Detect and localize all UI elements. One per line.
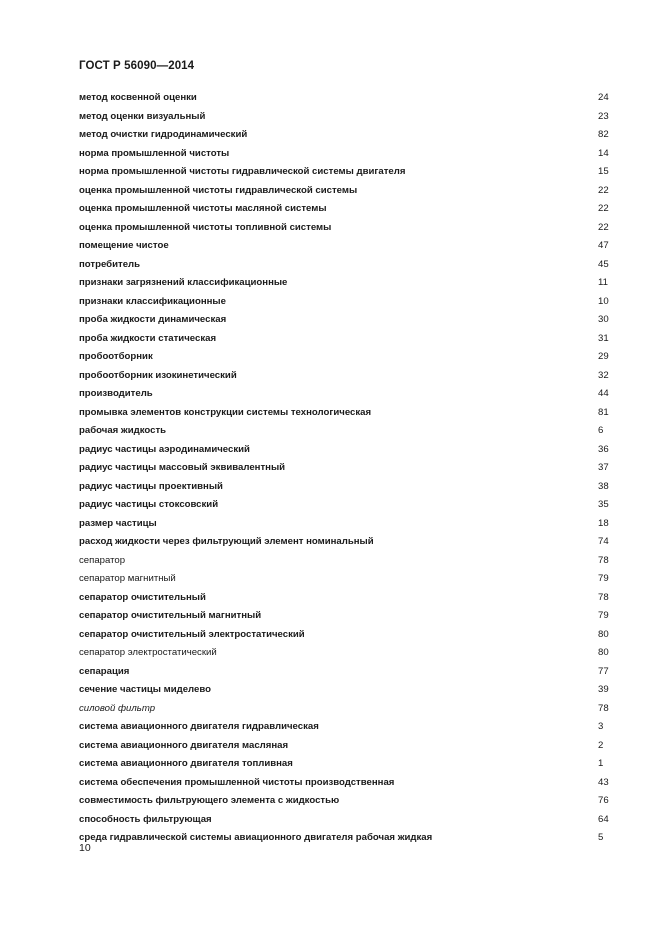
index-entry <box>79 774 609 793</box>
index-term: сепарация <box>79 665 130 677</box>
index-entry <box>79 237 609 256</box>
index-term: производитель <box>79 388 153 399</box>
index-term-number: 10 <box>598 295 609 307</box>
index-entry <box>79 552 609 571</box>
index-term-number: 35 <box>598 499 609 510</box>
index-term-number: 18 <box>598 517 609 529</box>
index-term-number: 6 <box>598 425 604 436</box>
index-term: расход жидкости через фильтрующий элемент номинальный <box>79 536 374 547</box>
index-entry <box>79 607 609 626</box>
index-term-number: 78 <box>598 702 609 714</box>
index-term-number: 37 <box>598 462 609 473</box>
index-term-number: 45 <box>598 258 609 270</box>
index-entry <box>79 811 609 830</box>
index-term-number: 64 <box>598 813 609 825</box>
index-term: сепаратор электростатический <box>79 647 217 658</box>
index-term: среда гидравлической системы авиационного двигателя рабочая жидкая <box>79 832 433 843</box>
index-term: оценка промышленной чистоты масляной системы <box>79 203 327 214</box>
index-entry <box>79 126 609 145</box>
index-term: силовой фильтр <box>79 702 156 714</box>
index-term-number: 23 <box>598 110 609 122</box>
index-term: оценка промышленной чистоты гидравлической системы <box>79 184 358 196</box>
index-term-number: 81 <box>598 406 609 418</box>
index-term-number: 80 <box>598 647 609 658</box>
index-term-number: 11 <box>598 277 608 288</box>
index-term: радиус частицы массовый эквивалентный <box>79 462 286 473</box>
index-term-number: 39 <box>598 684 609 695</box>
index-term: признаки загрязнений классификационные <box>79 277 288 288</box>
index-entry <box>79 182 609 201</box>
index-entry <box>79 348 609 367</box>
term-index-list <box>79 89 609 848</box>
index-term: норма промышленной чистоты гидравлической системы двигателя <box>79 166 406 177</box>
index-entry <box>79 311 609 330</box>
index-term-number: 78 <box>598 554 609 566</box>
index-entry <box>79 700 609 719</box>
index-term: проба жидкости динамическая <box>79 314 227 325</box>
index-entry <box>79 644 609 663</box>
index-entry <box>79 367 609 386</box>
index-term-number: 22 <box>598 184 609 196</box>
index-entry <box>79 108 609 127</box>
index-term: пробоотборник <box>79 351 153 362</box>
index-entry <box>79 737 609 756</box>
index-entry <box>79 589 609 608</box>
index-term-number: 76 <box>598 795 609 806</box>
index-term-number: 43 <box>598 776 609 788</box>
index-term-number: 78 <box>598 591 609 603</box>
index-term-number: 31 <box>598 332 609 344</box>
index-term: метод очистки гидродинамический <box>79 129 248 140</box>
index-term-number: 82 <box>598 129 609 140</box>
page-number: 10 <box>79 842 91 854</box>
index-entry <box>79 459 609 478</box>
index-entry <box>79 570 609 589</box>
index-term: сечение частицы миделево <box>79 684 211 695</box>
index-term: сепаратор очистительный электростатический <box>79 628 305 640</box>
index-term-number: 44 <box>598 388 609 399</box>
index-term-number: 22 <box>598 203 609 214</box>
index-term-number: 22 <box>598 221 609 233</box>
index-term: способность фильтрующая <box>79 813 212 825</box>
index-entry <box>79 256 609 275</box>
index-term-number: 15 <box>598 166 609 177</box>
index-entry <box>79 89 609 108</box>
index-term-number: 38 <box>598 480 609 492</box>
index-term: совместимость фильтрующего элемента с жидкостью <box>79 795 340 806</box>
index-term: сепаратор магнитный <box>79 573 176 584</box>
index-term: промывка элементов конструкции системы технологическая <box>79 406 372 418</box>
index-entry <box>79 663 609 682</box>
index-term: система авиационного двигателя масляная <box>79 739 289 751</box>
index-term-number: 47 <box>598 240 609 251</box>
index-term: радиус частицы стоксовский <box>79 499 219 510</box>
index-entry <box>79 533 609 552</box>
index-term-number: 24 <box>598 92 609 103</box>
index-term: система авиационного двигателя топливная <box>79 758 293 769</box>
index-term: сепаратор очистительный <box>79 591 206 603</box>
index-term: метод косвенной оценки <box>79 92 197 103</box>
index-entry <box>79 718 609 737</box>
index-term: радиус частицы проективный <box>79 480 223 492</box>
index-entry <box>79 829 609 848</box>
index-entry <box>79 422 609 441</box>
index-entry <box>79 274 609 293</box>
index-entry <box>79 681 609 700</box>
index-entry <box>79 404 609 423</box>
index-term-number: 2 <box>598 739 604 751</box>
index-entry <box>79 163 609 182</box>
index-term-number: 29 <box>598 351 609 362</box>
index-entry <box>79 496 609 515</box>
index-term: сепаратор очистительный магнитный <box>79 610 262 621</box>
index-term: система обеспечения промышленной чистоты производственная <box>79 776 395 788</box>
index-entry <box>79 200 609 219</box>
index-term: пробоотборник изокинетический <box>79 369 237 381</box>
index-entry <box>79 478 609 497</box>
index-term: норма промышленной чистоты <box>79 147 230 159</box>
index-term-number: 80 <box>598 628 609 640</box>
index-term-number: 30 <box>598 314 609 325</box>
index-entry <box>79 441 609 460</box>
index-term-number: 79 <box>598 610 609 621</box>
index-term-number: 77 <box>598 665 609 677</box>
index-term: признаки классификационные <box>79 295 226 307</box>
index-term: оценка промышленной чистоты топливной системы <box>79 221 332 233</box>
index-entry <box>79 515 609 534</box>
index-term-number: 74 <box>598 536 609 547</box>
index-entry <box>79 330 609 349</box>
index-entry <box>79 792 609 811</box>
index-term: радиус частицы аэродинамический <box>79 443 250 455</box>
index-term: проба жидкости статическая <box>79 332 217 344</box>
index-term-number: 1 <box>598 758 604 769</box>
index-term-number: 14 <box>598 147 609 159</box>
index-term-number: 5 <box>598 832 604 843</box>
index-entry <box>79 293 609 312</box>
index-entry <box>79 219 609 238</box>
index-term: размер частицы <box>79 517 157 529</box>
index-entry <box>79 626 609 645</box>
index-term: система авиационного двигателя гидравлическая <box>79 721 319 732</box>
index-term: сепаратор <box>79 554 126 566</box>
index-term-number: 79 <box>598 573 609 584</box>
index-term-number: 32 <box>598 369 609 381</box>
document-header: ГОСТ Р 56090—2014 <box>79 60 195 72</box>
index-term-number: 36 <box>598 443 609 455</box>
index-term: рабочая жидкость <box>79 425 167 436</box>
index-term: потребитель <box>79 258 141 270</box>
index-term: метод оценки визуальный <box>79 110 206 122</box>
index-term: помещение чистое <box>79 240 169 251</box>
index-entry <box>79 385 609 404</box>
index-entry <box>79 755 609 774</box>
index-entry <box>79 145 609 164</box>
index-term-number: 3 <box>598 721 604 732</box>
